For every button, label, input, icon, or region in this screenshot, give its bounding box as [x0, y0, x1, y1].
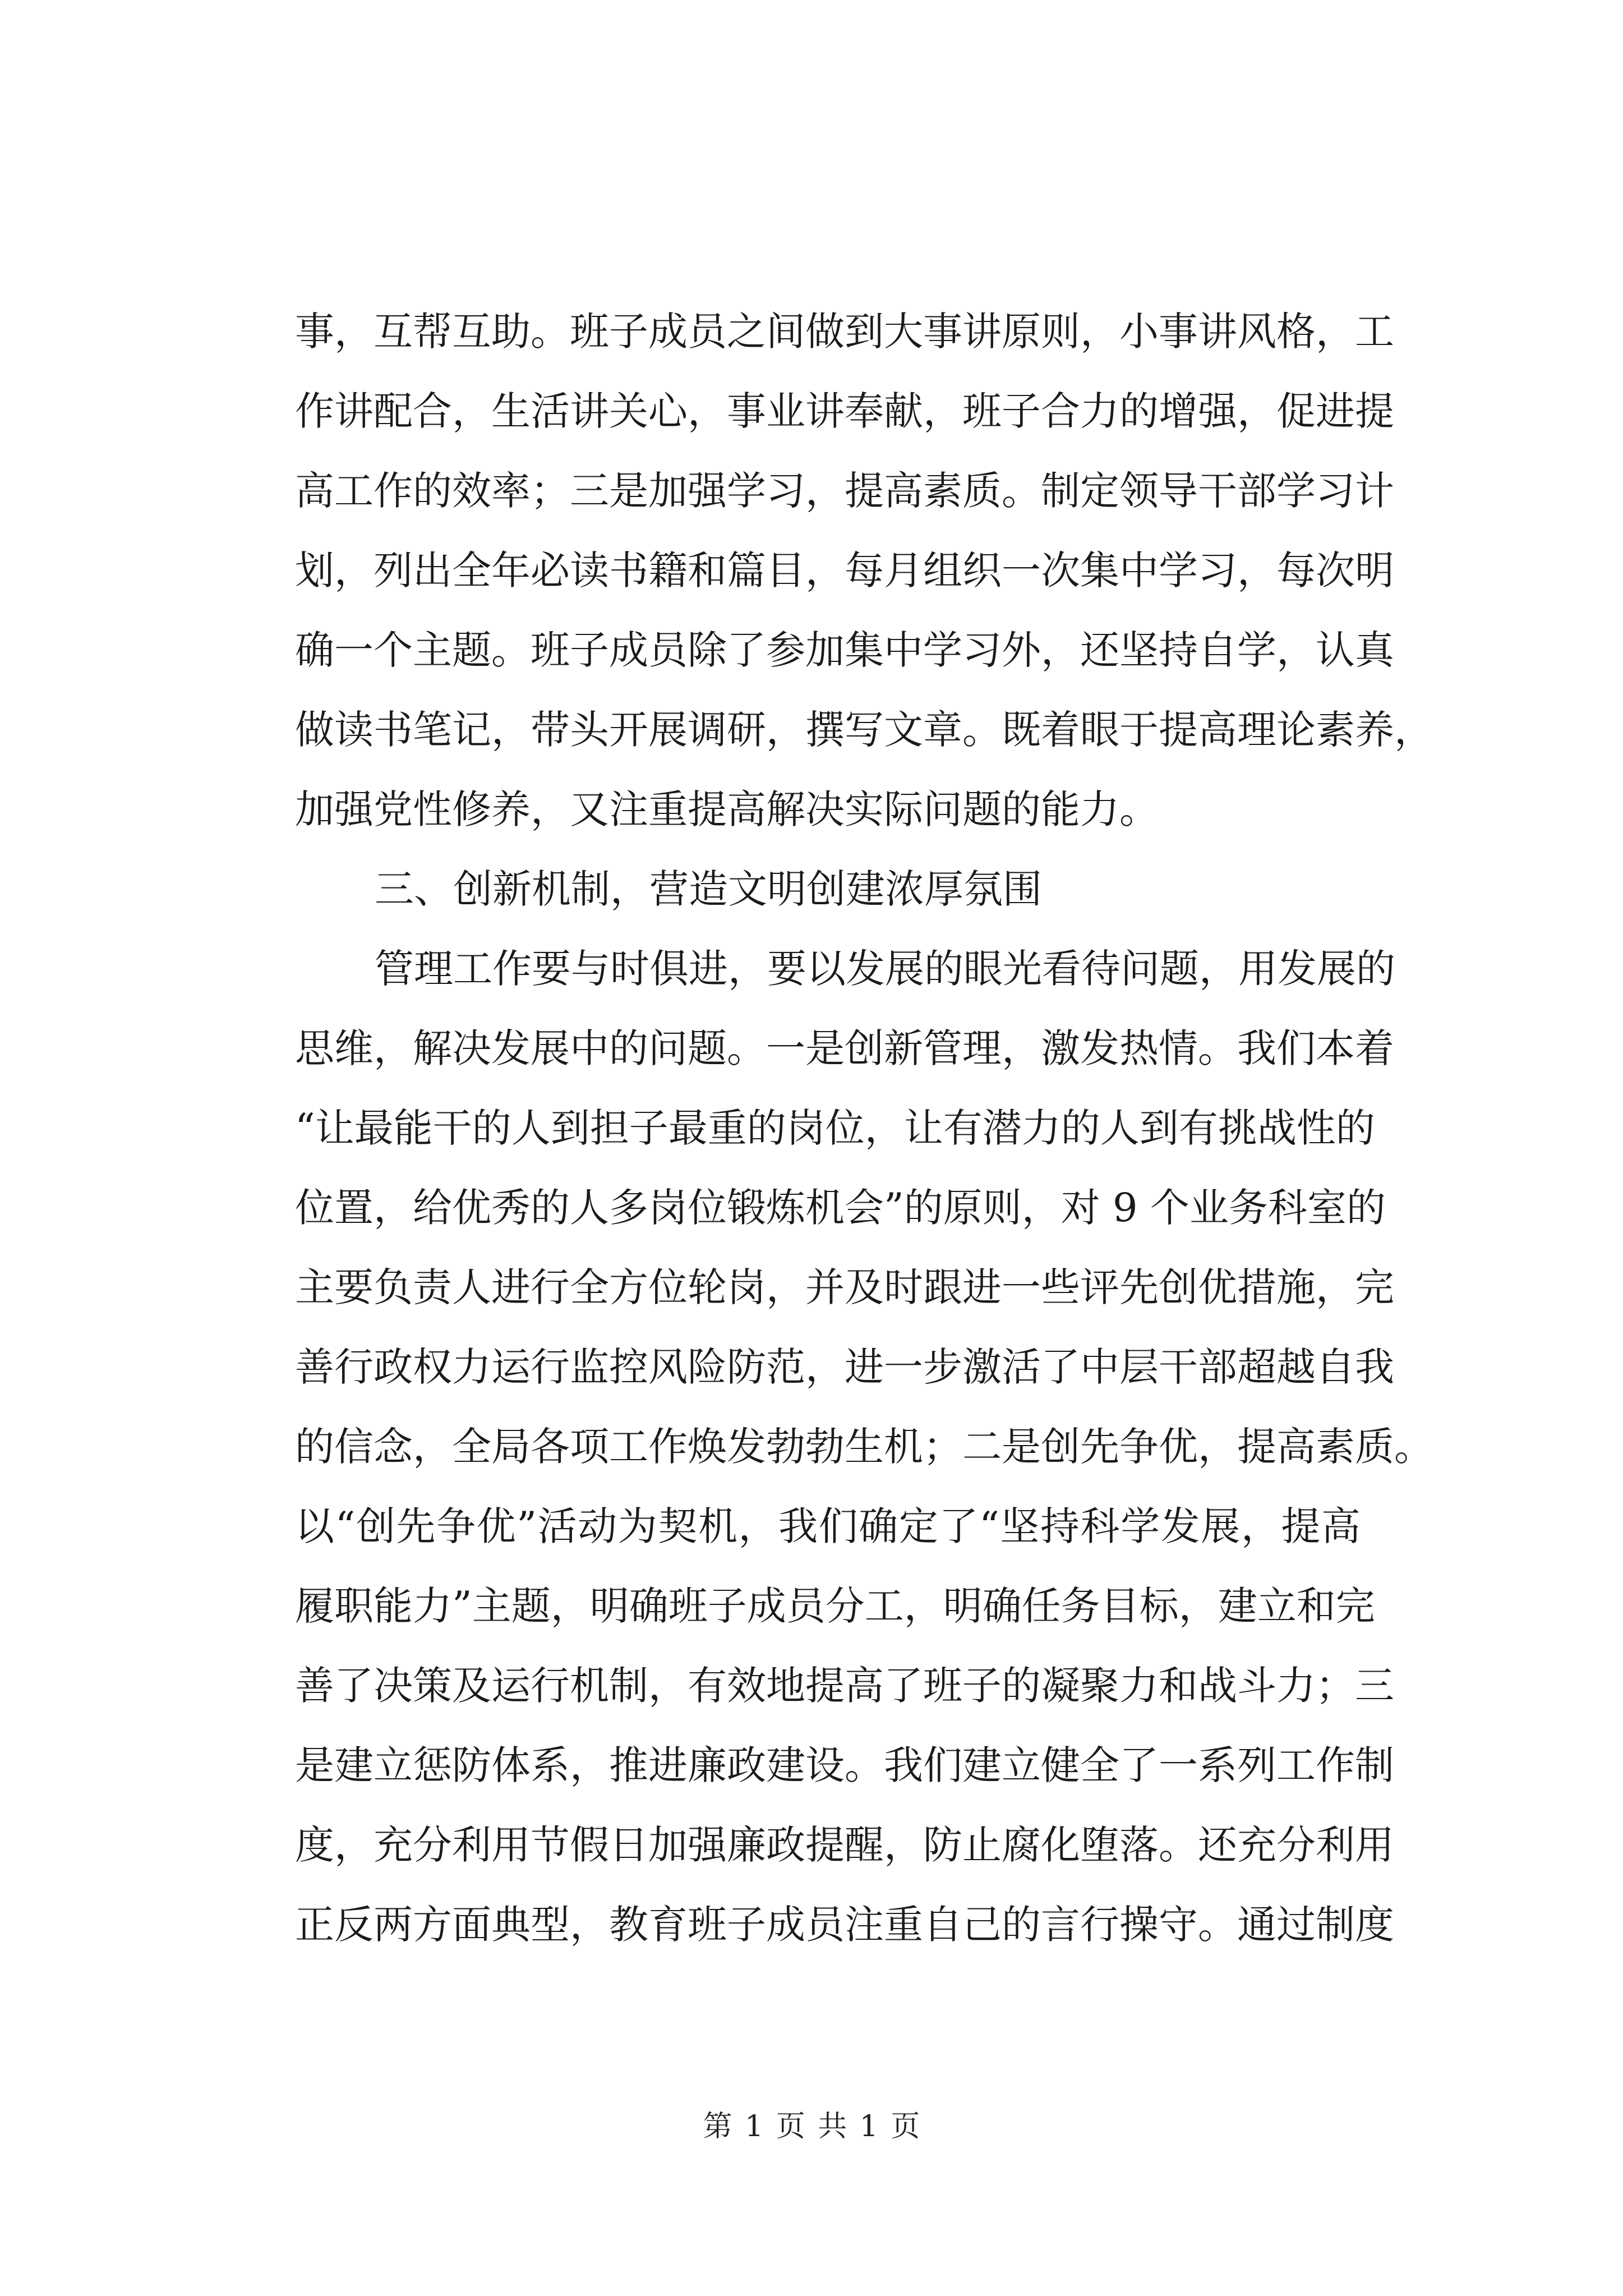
section-heading: 三、创新机制，营造文明创建浓厚氛围	[375, 866, 1042, 912]
paragraph-line: 正反两方面典型，教育班子成员注重自己的言行操守。通过制度	[295, 1902, 1394, 1948]
paragraph-line: 位置，给优秀的人多岗位锻炼机会”的原则，对 9 个业务科室的	[295, 1185, 1386, 1231]
paragraph-line: 确一个主题。班子成员除了参加集中学习外，还坚持自学，认真	[295, 627, 1394, 673]
paragraph-line: 履职能力”主题，明确班子成员分工，明确任务目标，建立和完	[295, 1583, 1375, 1629]
paragraph-line: 高工作的效率；三是加强学习，提高素质。制定领导干部学习计	[295, 468, 1394, 514]
paragraph-line: “让最能干的人到担子最重的岗位，让有潜力的人到有挑战性的	[295, 1105, 1375, 1151]
paragraph-line: 事，互帮互助。班子成员之间做到大事讲原则，小事讲风格，工	[295, 309, 1394, 355]
page-number-footer: 第 1 页 共 1 页	[703, 2110, 920, 2143]
paragraph-line: 善行政权力运行监控风险防范，进一步激活了中层干部超越自我	[295, 1344, 1394, 1390]
paragraph-line: 划，列出全年必读书籍和篇目，每月组织一次集中学习，每次明	[295, 547, 1394, 593]
paragraph-line: 的信念，全局各项工作焕发勃勃生机；二是创先争优，提高素质。	[295, 1424, 1433, 1470]
paragraph-line: 以“创先争优”活动为契机，我们确定了“坚持科学发展，提高	[295, 1503, 1361, 1549]
paragraph-line: 加强党性修养，又注重提高解决实际问题的能力。	[295, 786, 1159, 832]
paragraph-line: 管理工作要与时俱进，要以发展的眼光看待问题，用发展的	[375, 946, 1395, 992]
paragraph-line: 作讲配合，生活讲关心，事业讲奉献，班子合力的增强，促进提	[295, 388, 1394, 434]
paragraph-line: 做读书笔记，带头开展调研，撰写文章。既着眼于提高理论素养，	[295, 707, 1433, 753]
paragraph-line: 思维，解决发展中的问题。一是创新管理，激发热情。我们本着	[295, 1025, 1394, 1071]
paragraph-line: 主要负责人进行全方位轮岗，并及时跟进一些评先创优措施，完	[295, 1264, 1394, 1310]
paragraph-line: 度，充分利用节假日加强廉政提醒，防止腐化堕落。还充分利用	[295, 1822, 1394, 1868]
paragraph-line: 善了决策及运行机制，有效地提高了班子的凝聚力和战斗力；三	[295, 1663, 1394, 1709]
paragraph-line: 是建立惩防体系，推进廉政建设。我们建立健全了一系列工作制	[295, 1742, 1394, 1788]
document-body	[295, 292, 1433, 1964]
